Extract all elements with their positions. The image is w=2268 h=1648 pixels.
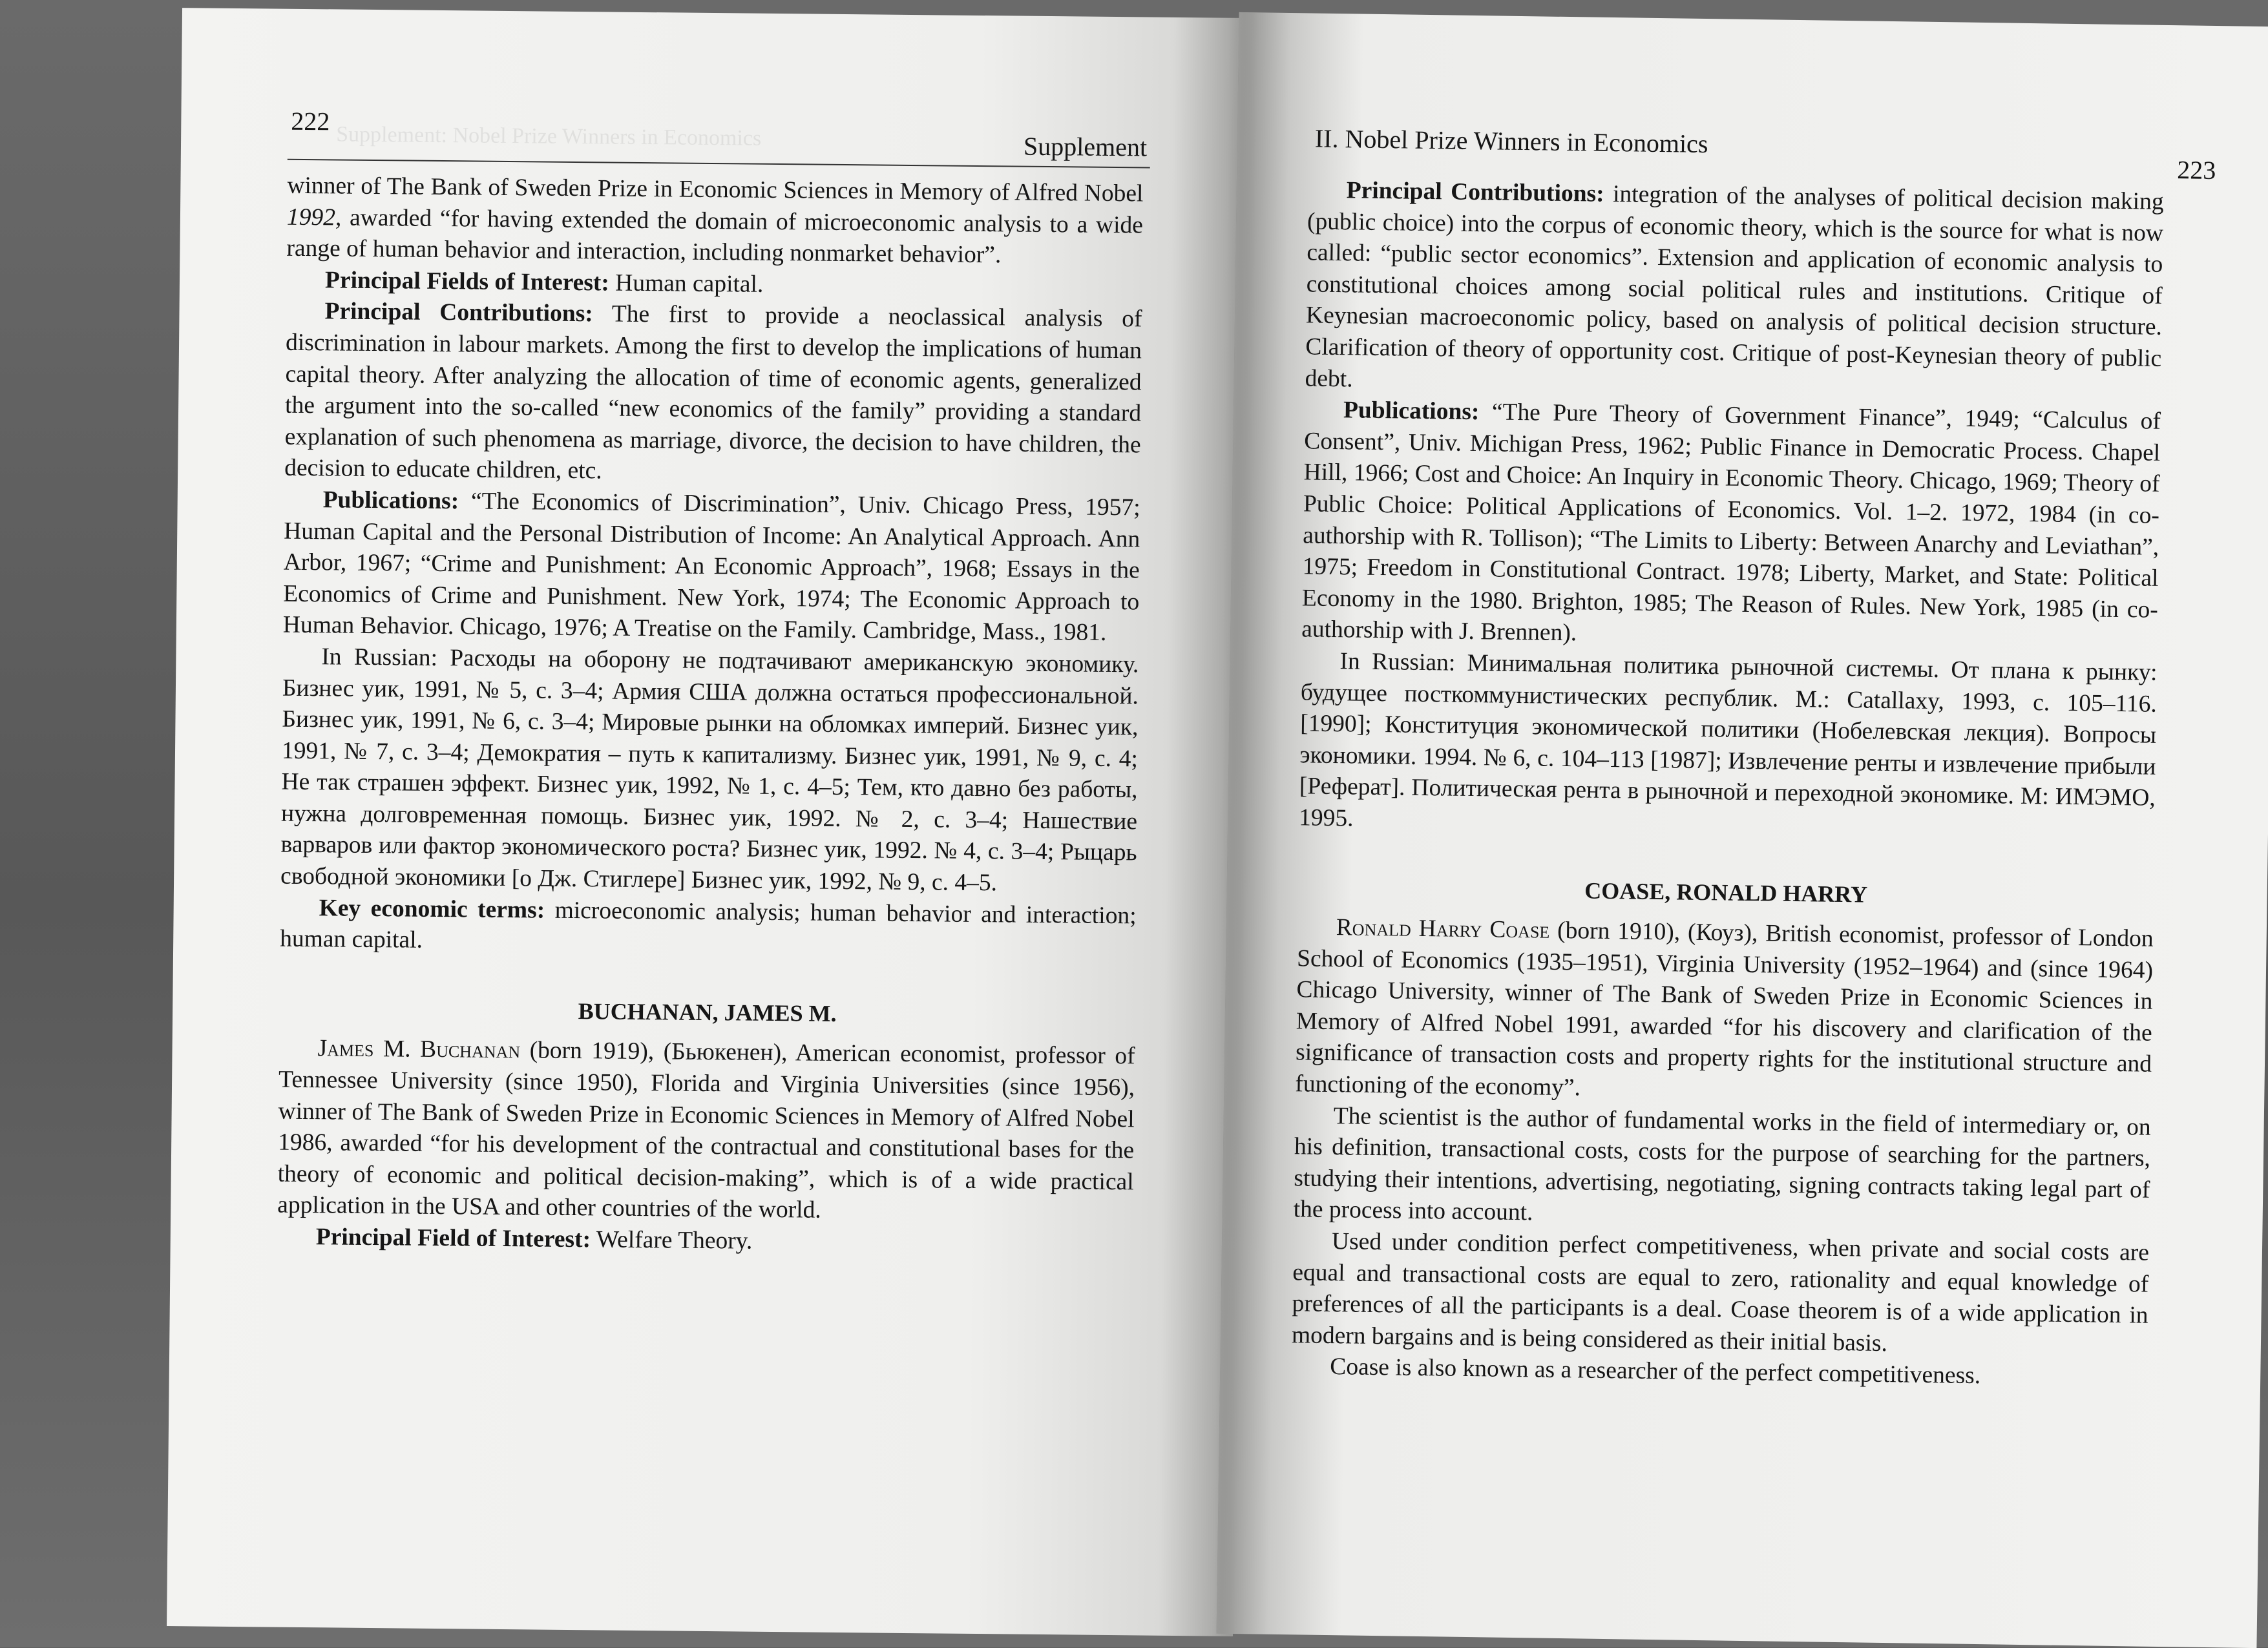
bleed-through-text: Supplement: Nobel Prize Winners in Economics	[336, 122, 762, 151]
paragraph-publications: Publications: “The Economics of Discrimination”, Univ. Chicago Press, 1957; Human Capital and the Personal Distribution of Income: An Analytical Approach. Ann Arbor, 1967; “Crime and Punishment: An Economic Approach”, 1968; Essays in the Economics of Crime and Punishment. New York, 1974; The Economic Approach to Human Behavior. Chicago, 1976; A Treatise on the Family. Cambridge, Mass., 1981.	[282, 486, 1140, 647]
paragraph-contributions: Principal Contributions: The first to provide a neoclassical analysis of discrimination in labour markets. Among the first to develop the implications of human capital theory. After analyzing the allocation of time of economic agents, generalized the argument into the so-called “new economics of the family” providing a standard explanation of such phenomena as marriage, divorce, the decision to have children, the decision to educate children, etc.	[284, 298, 1142, 485]
paragraph-fields: Principal Fields of Interest: Human capital.	[324, 267, 764, 298]
paragraph-publications: Publications: “The Pure Theory of Government Finance”, 1949; “Calculus of Consent”, Univ. Michigan Press, 1962; Public Finance in Democratic Process. Chapel Hill, 1966; Cost and Choice: An Inquiry in Economic Theory. Chicago, 1969; Theory of Public Choice: Political Applications of Economics. Vol. 1–2. 1972, 1984 (in co-authorship with R. Tollison); “The Limits to Liberty: Between Anarchy and Leviathan”, 1975; Freedom in Constitutional Contract. 1978; Liberty, Market, and State: Political Economy in the 1980. Brighton, 1985; The Reason of Rules. New York, 1985 (in co-authorship with J. Brennen).	[1301, 397, 2161, 647]
paragraph-coase-costs: The scientist is the author of fundamental works in the field of intermediary or, on his definition, transactional costs, costs for the purpose of searching for the partners, studying their intentions, advertising, negotiating, signing contracts taking legal part of the process into account.	[1293, 1102, 2151, 1226]
paragraph-contributions: Principal Contributions: integration of the analyses of political decision making (public choice) into the corpus of economic theory, which is the source for what is now called: “public sector economics”. Extension and application of economic analysis to constitutional choices among social political rules and institutions. Critique of Keynesian macroeconomic policy, based on analysis of political decision structure. Clarification of theory of opportunity cost. Critique of post-Keynesian theory of public debt.	[1305, 177, 2164, 392]
paragraph-russian: In Russian: Расходы на оборону не подтачивают американскую экономику. Бизнес уик, 1991, № 5, с. 3–4; Армия США должна остаться профессиональной. Бизнес уик, 1991, № 6, с. 3–4; Мировые рынки на обломках империй. Бизнес уик, 1991, № 7, с. 3–4; Демократия – путь к капитализму. Бизнес уик, 1991, № 9, с. 4; Не так страшен эффект. Бизнес уик, 1992, № 1, с. 4–5; Тем, кто давно без работы, нужна долговременная помощь. Бизнес уик, 1992. № 2, с. 3–4; Нашествие варваров или фактор экономического роста? Бизнес уик, 1992. № 4, с. 3–4; Рыцарь свободной экономики [о Дж. Стиглере] Бизнес уик, 1992, № 9, с. 4–5.	[280, 643, 1139, 897]
paragraph-coase-intro: Ronald Harry Coase (born 1910), (Коуз), British economist, professor of London School of Economics (1935–1951), Virginia University (1952–1964) and (since 1964) Chicago University, winner of The Bank of Sweden Prize in Economic Sciences in Memory of Alfred Nobel 1991, awarded “for his discovery and clarification of the significance of transaction costs and property rights for the institutional structure and functioning of the economy”.	[1295, 914, 2154, 1101]
right-page-body	[1291, 174, 2164, 1394]
right-page	[1217, 12, 2268, 1648]
section-title-buchanan: BUCHANAN, JAMES M.	[578, 997, 837, 1027]
paragraph-russian: In Russian: Минимальная политика рыночной системы. От плана к рынку: будущее посткоммунистических республик. М.: Catallaxy, 1993, с. 105–116. [1990]; Конституция экономической политики (Нобелевская лекция). Вопросы экономики. 1994. № 6, с. 104–113 [1987]; Извлечение ренты и извлечение прибыли [Реферат]. Политическая рента в рыночной и переходной экономике. М: ИМЭМО, 1995.	[1298, 648, 2158, 832]
left-page	[167, 8, 1248, 1636]
paragraph-key-terms: Key economic terms: microeconomic analysis; human behavior and interaction; human capital.	[280, 894, 1137, 954]
page-number: 223	[2177, 155, 2216, 185]
page-number: 222	[291, 106, 330, 136]
paragraph-buchanan-intro: James M. Buchanan (born 1919), (Бьюкенен), American economist, professor of Tennessee University (since 1950), Florida and Virginia Universities (since 1956), winner of The Bank of Sweden Prize in Economic Sciences in Memory of Alfred Nobel 1986, awarded “for his development of the contractual and constitutional bases for the theory of economic and political decision-making”, which is of a wide practical application in the USA and other countries of the world.	[277, 1035, 1135, 1224]
running-head: Supplement	[1023, 131, 1148, 162]
running-head: II. Nobel Prize Winners in Economics	[1314, 123, 1708, 159]
paragraph-award: winner of The Bank of Sweden Prize in Economic Sciences in Memory of Alfred Nobel 1992, awarded “for having extended the domain of microeconomic analysis to a wide range of human behavior and interaction, including nonmarket behavior”.	[286, 172, 1144, 269]
paragraph-buchanan-field: Principal Field of Interest: Welfare Theory.	[315, 1224, 753, 1255]
paragraph-coase-theorem: Used under condition perfect competitiveness, when private and social costs are equal and transactional costs are equal to zero, rationality and equal knowledge of preferences of all the participants is a deal. Coase theorem is of a wide application in modern bargains and is being considered as their initial basis.	[1291, 1228, 2150, 1357]
header-rule	[288, 159, 1150, 169]
paragraph-coase-competitiveness: Coase is also known as a researcher of the perfect competitiveness.	[1330, 1353, 1981, 1390]
left-page-body	[277, 171, 1144, 1261]
section-title-coase: COASE, RONALD HARRY	[1584, 877, 1868, 908]
